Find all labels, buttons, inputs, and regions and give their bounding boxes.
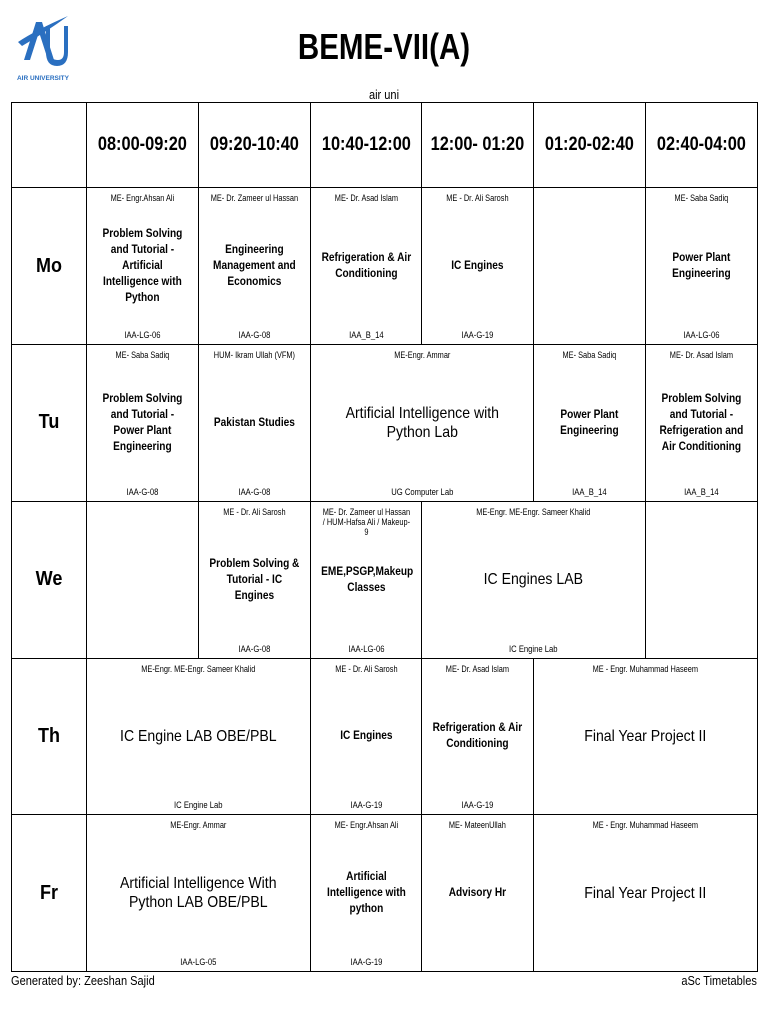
time-label: 10:40-12:00 (321, 134, 411, 156)
teacher-name: ME - Dr. Ali Sarosh (334, 663, 398, 674)
room-label: IAA-G-19 (350, 957, 382, 967)
subject-name: Problem Solving and Tutorial - Artificial Intelligence with Python (102, 228, 183, 305)
subject-name: Refrigeration & Air Conditioning (432, 722, 523, 751)
subject-name: Power Plant Engineering (672, 252, 731, 281)
header-row (12, 103, 758, 188)
class-cell (87, 658, 311, 815)
teacher-name: ME - Engr. Muhammad Haseem (592, 820, 699, 831)
page-subtitle: air uni (368, 87, 400, 102)
day-row-mo (12, 188, 758, 345)
subject-name: Pakistan Studies (213, 416, 295, 429)
day-row-tu (12, 345, 758, 502)
generated-by: Generated by: Zeeshan Sajid (11, 973, 155, 988)
subject-name: Final Year Project II (584, 884, 707, 902)
teacher-name: ME-Engr. ME-Engr. Sameer Khalid (476, 506, 591, 517)
day-row-fr (12, 815, 758, 972)
subject-name: Artificial Intelligence with python (326, 871, 406, 916)
room-label: IAA_B_14 (684, 486, 719, 497)
class-cell (422, 658, 534, 815)
class-cell (310, 345, 534, 502)
day-cell (12, 188, 87, 345)
day-row-th (12, 658, 758, 815)
room-label: IC Engine Lab (174, 800, 223, 811)
day-cell (12, 501, 87, 658)
subject-name: Power Plant Engineering (560, 408, 619, 437)
class-cell (534, 345, 646, 502)
subject-name: IC Engines (339, 730, 393, 743)
subject-name: Engineering Management and Economics (212, 244, 296, 289)
class-cell (87, 345, 199, 502)
time-header (645, 103, 757, 188)
class-cell (310, 188, 422, 345)
class-cell (310, 815, 422, 972)
class-cell (422, 188, 534, 345)
class-cell (534, 658, 758, 815)
page-title: BEME-VII(A) (297, 26, 471, 67)
room-label: IAA_B_14 (572, 486, 607, 497)
subject-name: Artificial Intelligence with Python Lab (345, 404, 499, 441)
teacher-name: ME-Engr. Ammar (170, 820, 227, 831)
room-label: IAA-G-08 (238, 643, 271, 654)
room-label: IAA-G-08 (126, 486, 159, 497)
svg-text:AIR UNIVERSITY: AIR UNIVERSITY (16, 75, 70, 82)
subject-name: Final Year Project II (584, 727, 707, 745)
teacher-name: ME - Dr. Ali Sarosh (223, 506, 286, 517)
time-label: 09:20-10:40 (209, 134, 299, 156)
teacher-name: ME- Dr. Zameer ul Hassan / HUM-Hafsa Ali / Makeup-9 (322, 506, 410, 537)
time-header (422, 103, 534, 188)
subject-name: IC Engines LAB (483, 571, 584, 589)
class-cell (198, 501, 310, 658)
teacher-name: ME- Saba Sadiq (562, 350, 617, 361)
class-cell (534, 815, 758, 972)
room-label: IAA-LG-06 (347, 643, 385, 654)
class-cell (422, 815, 534, 972)
room-label: IAA-LG-06 (683, 330, 720, 341)
room-label: IAA-G-19 (461, 330, 494, 341)
empty-cell (534, 188, 646, 345)
class-cell (87, 815, 311, 972)
class-cell (310, 658, 422, 815)
room-label: IAA-G-19 (461, 800, 494, 811)
teacher-name: ME- Saba Sadiq (674, 193, 729, 204)
subject-name: Problem Solving & Tutorial - IC Engines (209, 557, 300, 602)
teacher-name: ME- Dr. Asad Islam (334, 193, 398, 204)
time-label: 12:00- 01:20 (431, 134, 525, 156)
subject-name: Artificial Intelligence With Python LAB OBE/PBL (120, 875, 277, 912)
teacher-name: ME- Dr. Asad Islam (446, 663, 510, 674)
empty-cell (87, 501, 199, 658)
day-row-we (12, 501, 758, 658)
teacher-name: ME- Dr. Zameer ul Hassan (210, 193, 298, 204)
subject-name: EME,PSGP,Makeup Classes (320, 565, 413, 594)
time-header (198, 103, 310, 188)
class-cell (87, 188, 199, 345)
room-label: IAA-G-19 (350, 800, 382, 811)
class-cell (198, 345, 310, 502)
subject-name: Advisory Hr (449, 887, 507, 900)
time-header (87, 103, 199, 188)
room-label: IC Engine Lab (509, 643, 558, 654)
teacher-name: HUM- Ikram Ullah (VFM) (213, 350, 295, 361)
room-label: IAA-G-08 (238, 330, 271, 341)
room-label: UG Computer Lab (390, 486, 453, 497)
day-cell (12, 658, 87, 815)
time-label: 01:20-02:40 (545, 134, 635, 156)
time-label: 08:00-09:20 (97, 134, 187, 156)
teacher-name: ME- Engr.Ahsan Ali (110, 193, 175, 204)
teacher-name: ME-Engr. Ammar (393, 350, 450, 361)
class-cell (198, 188, 310, 345)
software-credit: aSc Timetables (681, 973, 757, 988)
subject-name: Problem Solving and Tutorial - Refrigeration and Air Conditioning (659, 392, 744, 453)
subject-name: Problem Solving and Tutorial - Power Plant Engineering (102, 392, 183, 453)
subject-name: Refrigeration & Air Conditioning (321, 252, 411, 281)
time-header (534, 103, 646, 188)
day-label: Fr (40, 881, 58, 904)
day-label: Mo (35, 254, 62, 277)
room-label: IAA-LG-05 (180, 957, 217, 967)
time-label: 02:40-04:00 (656, 134, 746, 156)
room-label: IAA-G-08 (238, 486, 271, 497)
subject-name: IC Engine LAB OBE/PBL (120, 727, 277, 745)
room-label: IAA-LG-06 (124, 330, 161, 341)
day-label: We (35, 568, 63, 591)
day-cell (12, 815, 87, 972)
air-university-logo (16, 12, 70, 84)
class-cell (645, 345, 757, 502)
day-cell (12, 345, 87, 502)
teacher-name: ME- MateenUllah (449, 820, 507, 831)
teacher-name: ME- Dr. Asad Islam (669, 350, 733, 361)
teacher-name: ME-Engr. ME-Engr. Sameer Khalid (141, 663, 256, 674)
day-label: Tu (38, 411, 60, 434)
corner-cell (12, 103, 87, 188)
class-cell (645, 188, 757, 345)
room-label: IAA_B_14 (348, 330, 384, 341)
empty-cell (645, 501, 757, 658)
teacher-name: ME - Dr. Ali Sarosh (446, 193, 509, 204)
class-cell (422, 501, 646, 658)
subject-name: IC Engines (451, 260, 504, 273)
day-label: Th (38, 724, 60, 747)
time-header (310, 103, 422, 188)
teacher-name: ME - Engr. Muhammad Haseem (592, 663, 699, 674)
teacher-name: ME- Engr.Ahsan Ali (334, 820, 398, 831)
class-cell (310, 501, 422, 658)
teacher-name: ME- Saba Sadiq (115, 350, 170, 361)
timetable (11, 102, 758, 972)
